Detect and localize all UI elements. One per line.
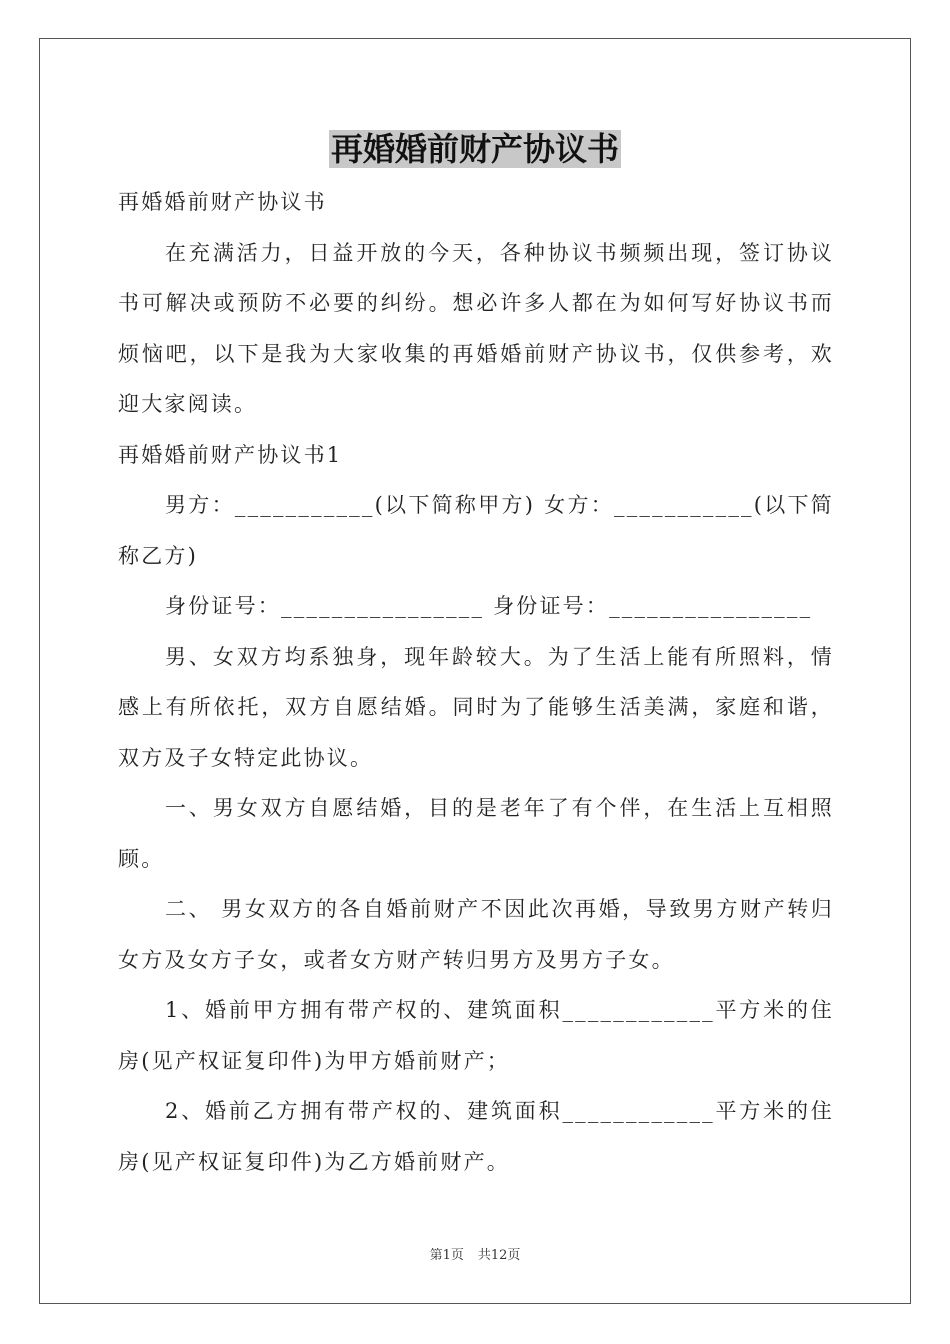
page-footer — [0, 1246, 950, 1266]
page-number: 第1页 — [429, 1248, 464, 1263]
document-title — [0, 126, 950, 172]
intro-paragraph: 在充满活力，日益开放的今天，各种协议书频频出现，签订协议书可解决或预防不必要的纠纷。想必许多人都在为如何写好协议书而烦恼吧，以下是我为大家收集的再婚婚前财产协议书，仅供参考，欢迎大家阅读。 — [118, 240, 834, 416]
clause-one-paragraph: 一、男女双方自愿结婚，目的是老年了有个伴，在生活上互相照顾。 — [118, 796, 834, 871]
document-body — [118, 177, 834, 1187]
clause-two-item-1: 1、婚前甲方拥有带产权的、建筑面积____________平方米的住房(见产权证复印件)为甲方婚前财产； — [118, 998, 834, 1073]
background-paragraph: 男、女双方均系独身，现年龄较大。为了生活上能有所照料，情感上有所依托，双方自愿结婚。同时为了能够生活美满，家庭和谐，双方及子女特定此协议。 — [118, 644, 834, 770]
section-heading: 再婚婚前财产协议书1 — [118, 442, 343, 467]
subtitle-paragraph: 再婚婚前财产协议书 — [118, 190, 327, 214]
document-title-text: 再婚婚前财产协议书 — [330, 130, 619, 168]
clause-two-paragraph: 二、 男女双方的各自婚前财产不因此次再婚，导致男方财产转归女方及女方子女，或者女方财产转归男方及男方子女。 — [118, 897, 834, 972]
id-number-paragraph: 身份证号：________________ 身份证号：________________ — [165, 594, 813, 618]
parties-paragraph: 男方：___________(以下简称甲方) 女方：___________(以下简称乙方) — [118, 493, 834, 568]
clause-two-item-2: 2、婚前乙方拥有带产权的、建筑面积____________平方米的住房(见产权证复印件)为乙方婚前财产。 — [118, 1099, 834, 1174]
total-pages: 共12页 — [477, 1248, 521, 1263]
